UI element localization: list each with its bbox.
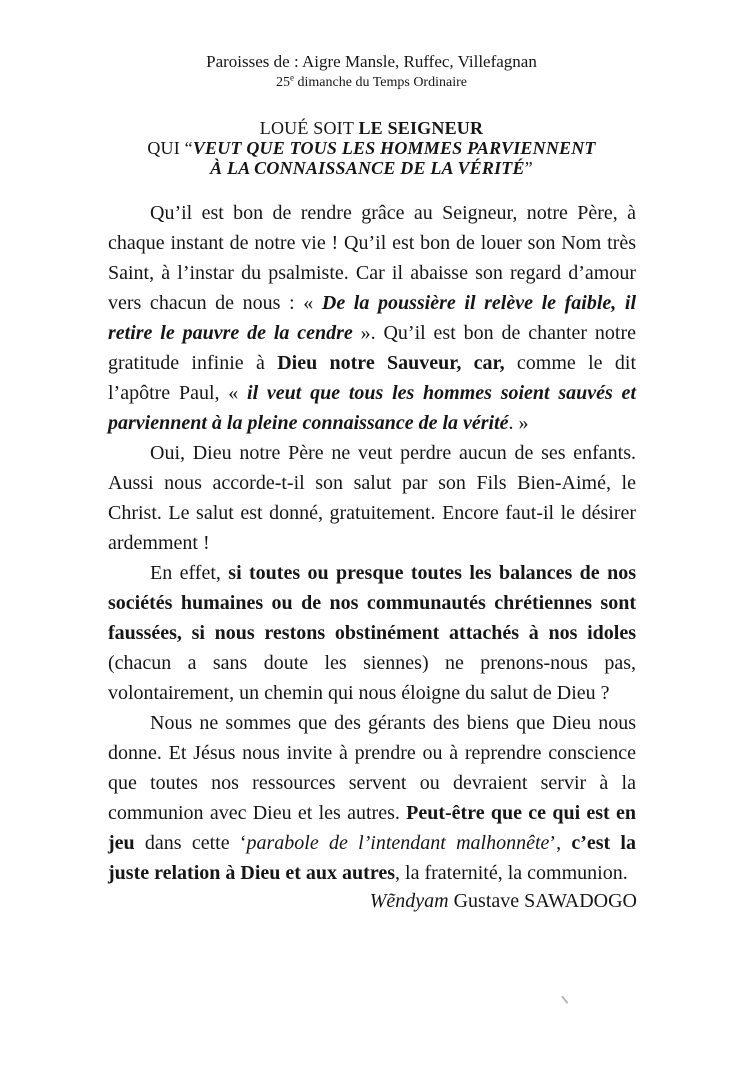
text-run: VEUT QUE TOUS LES HOMMES PARVIENNENT [192,138,596,158]
text-run: Dieu notre Sauveur, car, [277,352,505,374]
text-run: En effet, [150,562,229,584]
text-run: Peut-être que ce qui est en jeu [108,802,636,854]
text-run: parabole de l’intendant malhonnête [246,832,550,854]
title-line-3 [0,158,743,178]
sunday-ordinal: e [290,72,295,83]
text-run: Qu’il est bon de rendre grâce au Seigneur, notre Père, à chaque instant de notre vie ! Qu’il est bon de louer son Nom très Saint, à l’instar du psalmiste. Car il abaisse son regard d’amour vers chacun de nous : « [108,202,636,314]
text-run: ” [524,158,533,178]
document-title [0,118,743,178]
text-run: si toutes ou presque toutes les balances de nos sociétés humaines ou de nos communautés chrétiennes sont faussées, si nous restons obstinément attachés à nos idoles [108,562,636,644]
text-run: Nous ne sommes que des gérants des biens que Dieu nous donne. Et Jésus nous invite à prendre ou à reprendre conscience que toutes nos ressources servent ou devraient servir à la communion avec Dieu et les autres. [108,712,636,824]
text-run: c’est la juste relation à Dieu et aux autres [108,832,636,884]
text-run: , la fraternité, la communion. [395,862,628,884]
text-run: LOUÉ SOIT [259,118,359,138]
text-run: QUI “ [147,138,193,158]
text-run: LE SEIGNEUR [358,118,484,138]
parishes-line: Paroisses de : Aigre Mansle, Ruffec, Villefagnan [206,52,537,71]
text-run: ». Qu’il est bon de chanter notre gratitude infinie à [108,322,636,374]
sunday-rest: dimanche du Temps Ordinaire [294,75,467,90]
title-line-2 [0,138,743,158]
sunday-line [0,74,743,91]
text-run: Wẽndyam [369,890,449,912]
paragraph-4 [108,708,636,888]
signature-line [370,888,637,914]
text-run: il veut que tous les hommes soient sauvés et parviennent à la pleine connaissance de la vérité [108,382,636,434]
title-line-1 [0,118,743,138]
document-header [0,52,743,91]
scan-speck [561,991,574,1004]
paragraph-2 [108,438,636,558]
text-run: De la poussière il relève le faible, il retire le pauvre de la cendre [108,292,637,344]
text-run: comme le dit l’apôtre Paul, « [108,352,636,404]
sunday-number: 25 [276,75,291,90]
text-run: . » [508,412,529,434]
text-run: Oui, Dieu notre Père ne veut perdre aucun de ses enfants. Aussi nous accorde-t-il son salut par son Fils Bien-Aimé, le Christ. Le salut est donné, gratuitement. Encore faut-il le désirer ardemment ! [108,442,636,554]
paragraph-3 [108,558,636,708]
paragraph-1 [108,198,636,438]
text-run: À LA CONNAISSANCE DE LA VÉRITÉ [210,158,525,178]
document-body [108,198,636,888]
text-run: Gustave SAWADOGO [448,890,637,912]
text-run: ’, [549,832,572,854]
text-run: (chacun a sans doute les siennes) ne prenons-nous pas, volontairement, un chemin qui nous éloigne du salut de Dieu ? [108,652,636,704]
text-run: dans cette ‘ [134,832,247,854]
